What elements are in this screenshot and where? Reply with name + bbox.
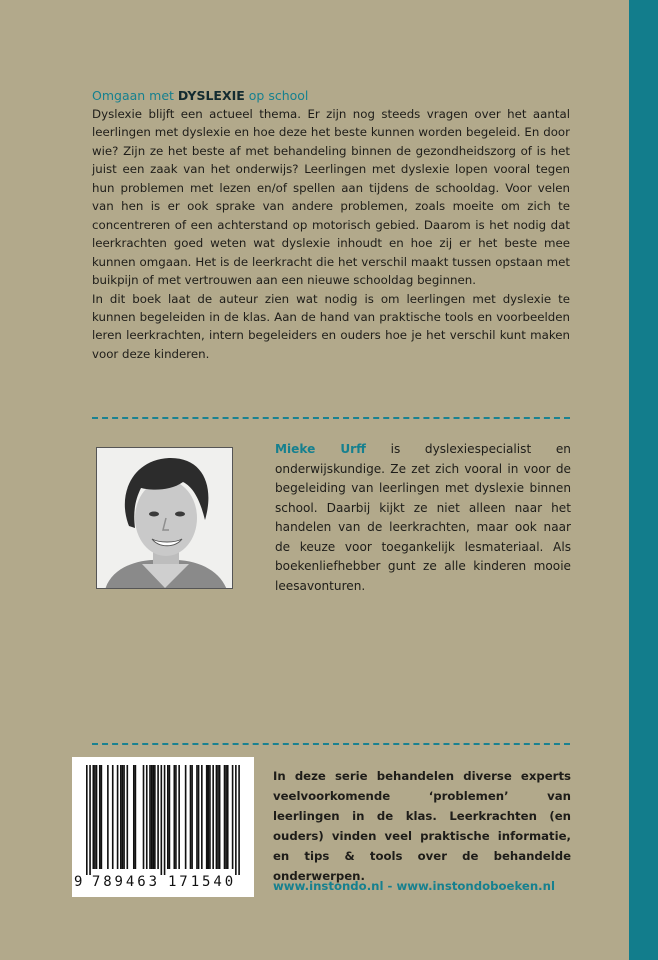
barcode-bar <box>94 765 96 869</box>
barcode-guard-bar <box>164 765 166 875</box>
barcode-bar <box>173 765 175 869</box>
isbn-digit: 1 <box>168 874 177 890</box>
series-description: In deze serie behandelen diverse experts veelvoorkomende ‘problemen’ van leerlingen in de klas. Leerkrachten (en ouders) vinden veel praktische informatie, en tips & tools over de behandelde onderwerpen. <box>273 769 571 883</box>
barcode-bar <box>120 765 122 869</box>
barcode-bar <box>217 765 219 869</box>
barcode-bar <box>178 765 180 869</box>
book-title <box>92 88 308 103</box>
barcode-bar <box>167 765 169 869</box>
title-suffix: op school <box>248 88 309 103</box>
barcode-bar <box>219 765 221 869</box>
isbn-digit: 4 <box>125 874 135 890</box>
dashed-divider <box>92 417 570 419</box>
barcode-bar <box>133 765 135 869</box>
isbn-digit: 4 <box>213 874 222 890</box>
barcode-bar <box>190 765 192 869</box>
barcode-guard-bar <box>238 765 240 875</box>
barcode-bar <box>224 765 226 869</box>
barcode-bar <box>201 765 203 869</box>
isbn-digit: 5 <box>202 874 211 890</box>
blurb-paragraph: In dit boek laat de auteur zien wat nodig is om leerlingen met dyslexie te kunnen begeleiden in de klas. Aan de hand van praktische tools en voorbeelden leren leerkrachten, intern begeleiders en ouders hoe je het verschil kunt maken voor deze kinderen. <box>92 291 570 361</box>
author-name: Mieke Urff <box>275 442 366 456</box>
barcode-bar <box>112 765 114 869</box>
barcode-bar <box>151 765 153 869</box>
title-highlight: DYSLEXIE <box>177 88 245 103</box>
publisher-websites: www.instondo.nl - www.instondoboeken.nl <box>273 879 555 893</box>
barcode-bar <box>208 765 210 869</box>
author-bio <box>275 440 571 596</box>
isbn-barcode <box>72 757 254 897</box>
barcode-bar <box>209 765 211 869</box>
barcode-bar <box>191 765 193 869</box>
book-spine <box>629 0 658 960</box>
barcode-bar <box>196 765 198 869</box>
blurb-paragraph: Dyslexie blijft een actueel thema. Er zijn nog steeds vragen over het aantal leerlingen met dyslexie en hoe deze het beste kunnen worden begeleid. En door wie? Zijn ze het beste af met behandeling binnen de gezondheidszorg of is het juist een zaak van het onderwijs? Leerlingen met dyslexie lopen vooral tegen hun problemen met lezen en/of spellen aan tijdens de schooldag. Voor velen van hen is er ook sprake van andere problemen, zoals moeite om zich te concentreren of een achterstand op motorisch gebied. Daarom is het nodig dat leerkrachten goed weten wat dyslexie inhoudt en hoe zij er het beste mee kunnen omgaan. Het is de leerkracht die het verschil maakt tussen opstaan met buikpijn of met vertrouwen aan een nieuwe schooldag beginnen. <box>92 107 570 288</box>
barcode-bar <box>185 765 187 869</box>
barcode-bar <box>92 765 94 869</box>
barcode-bar <box>99 765 101 869</box>
barcode-guard-bar <box>161 765 163 875</box>
book-blurb <box>92 105 570 363</box>
barcode-bar <box>117 765 119 869</box>
barcode-guard-bar <box>235 765 237 875</box>
isbn-digit: 6 <box>137 874 146 890</box>
isbn-digit: 7 <box>179 874 188 890</box>
author-portrait-image <box>97 448 233 589</box>
barcode-bar <box>107 765 109 869</box>
barcode-bar <box>96 765 98 869</box>
isbn-digit: 8 <box>103 874 112 890</box>
isbn-digit: 0 <box>224 874 234 890</box>
barcode-bar <box>227 765 229 869</box>
barcode-bar <box>169 765 171 869</box>
isbn-digit: 9 <box>74 874 83 890</box>
barcode-bar <box>157 765 159 869</box>
barcode-bar <box>101 765 103 869</box>
barcode-bar <box>135 765 137 869</box>
barcode-bar <box>127 765 129 869</box>
barcode-bar <box>212 765 214 869</box>
barcode-bar <box>143 765 145 869</box>
barcode-bar <box>149 765 151 869</box>
barcode-bar <box>123 765 125 869</box>
barcode-bar <box>146 765 148 869</box>
barcode-bar <box>206 765 208 869</box>
author-bio-text: is dyslexiespecialist en onderwijskundige. Ze zet zich vooral in voor de begeleiding van leerlingen met dyslexie binnen school. Daarbij kijkt ze niet alleen naar het handelen van de leerkrachten, maar ook naar de keuze voor toegankelijk lesmateriaal. Als boekenliefhebber gunt ze alle kinderen mooie leesavonturen. <box>275 442 571 593</box>
barcode-bar <box>154 765 156 869</box>
barcode-bar <box>216 765 218 869</box>
barcode-bar <box>225 765 227 869</box>
barcode-bar <box>152 765 154 869</box>
author-photo <box>96 447 233 589</box>
barcode-guard-bar <box>89 765 91 875</box>
barcode-guard-bar <box>86 765 88 875</box>
isbn-digit: 3 <box>148 874 158 890</box>
isbn-digit: 1 <box>190 874 200 890</box>
title-prefix: Omgaan met <box>92 88 174 103</box>
barcode-bar <box>122 765 124 869</box>
barcode-bars <box>72 757 254 875</box>
isbn-digit: 9 <box>114 874 123 890</box>
barcode-bar <box>175 765 177 869</box>
dashed-divider <box>92 743 570 745</box>
isbn-digit: 7 <box>91 874 101 890</box>
barcode-bar <box>198 765 200 869</box>
barcode-bar <box>232 765 234 869</box>
